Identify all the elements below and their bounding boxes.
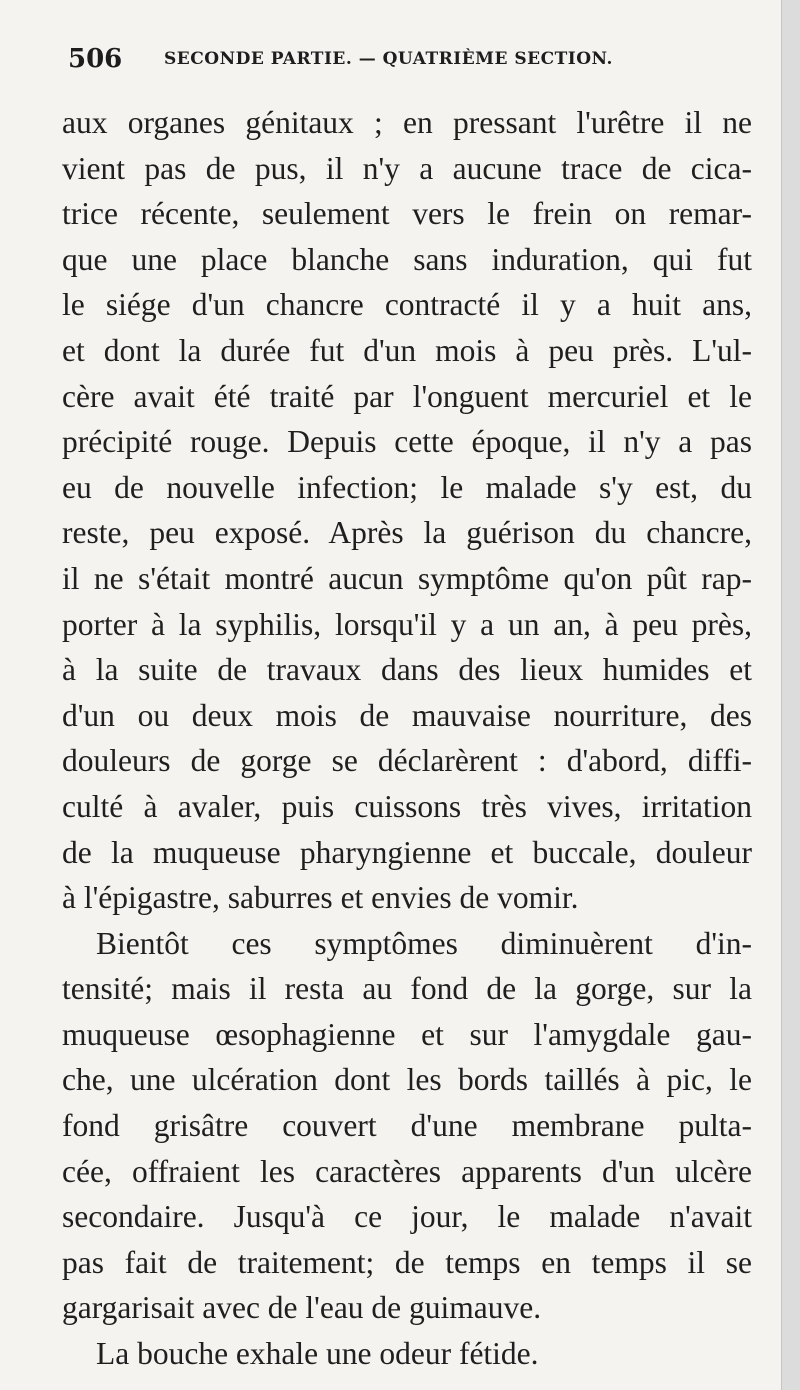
paragraph bbox=[62, 921, 752, 1331]
page-edge bbox=[781, 0, 800, 1390]
page-number: 506 bbox=[68, 44, 123, 74]
text-line: eu de nouvelle infection; le malade s'y est, du bbox=[62, 469, 752, 505]
text-line: le siége d'un chancre contracté il y a huit ans, bbox=[62, 287, 752, 323]
text-line: reste, peu exposé. Après la guérison du chancre, bbox=[62, 515, 752, 551]
text-line: pas fait de traitement; de temps en temps il se bbox=[62, 1244, 752, 1280]
text-line: La bouche exhale une odeur fétide. bbox=[96, 1336, 539, 1372]
body-text bbox=[62, 100, 752, 1377]
text-line: de la muqueuse pharyngienne et buccale, douleur bbox=[62, 834, 752, 870]
text-line: douleurs de gorge se déclarèrent : d'abord, diffi- bbox=[62, 743, 752, 779]
text-line: vient pas de pus, il n'y a aucune trace de cica- bbox=[62, 150, 752, 186]
text-line: tensité; mais il resta au fond de la gorge, sur la bbox=[62, 971, 752, 1007]
text-line: cère avait été traité par l'onguent mercuriel et le bbox=[62, 378, 752, 414]
text-line: che, une ulcération dont les bords taillés à pic, le bbox=[62, 1062, 752, 1098]
text-line: aux organes génitaux ; en pressant l'urêtre il ne bbox=[62, 105, 752, 140]
paragraph bbox=[62, 1331, 752, 1377]
text-line: il ne s'était montré aucun symptôme qu'on pût rap- bbox=[62, 560, 752, 596]
text-line: culté à avaler, puis cuissons très vives, irritation bbox=[62, 788, 752, 824]
text-line: cée, offraient les caractères apparents d'un ulcère bbox=[62, 1153, 752, 1189]
running-head bbox=[68, 44, 768, 84]
text-line: fond grisâtre couvert d'une membrane pulta- bbox=[62, 1108, 752, 1144]
text-line: à l'épigastre, saburres et envies de vomir. bbox=[62, 880, 579, 916]
text-line: trice récente, seulement vers le frein on remar- bbox=[62, 196, 752, 232]
text-line: secondaire. Jusqu'à ce jour, le malade n'avait bbox=[62, 1199, 752, 1235]
text-line: précipité rouge. Depuis cette époque, il n'y a pas bbox=[62, 424, 752, 460]
running-title: SECONDE PARTIE. — QUATRIÈME SECTION. bbox=[164, 49, 613, 69]
text-line: muqueuse œsophagienne et sur l'amygdale gau- bbox=[62, 1016, 752, 1052]
text-line: et dont la durée fut d'un mois à peu près. L'ul- bbox=[62, 332, 752, 368]
text-line: porter à la syphilis, lorsqu'il y a un an, à peu près, bbox=[62, 606, 752, 642]
text-line: Bientôt ces symptômes diminuèrent d'in- bbox=[96, 925, 752, 961]
text-line: à la suite de travaux dans des lieux humides et bbox=[62, 652, 752, 688]
text-line: gargarisait avec de l'eau de guimauve. bbox=[62, 1290, 542, 1326]
text-line: d'un ou deux mois de mauvaise nourriture, des bbox=[62, 697, 752, 733]
text-line: que une place blanche sans induration, qui fut bbox=[62, 241, 752, 277]
paragraph bbox=[62, 100, 752, 921]
